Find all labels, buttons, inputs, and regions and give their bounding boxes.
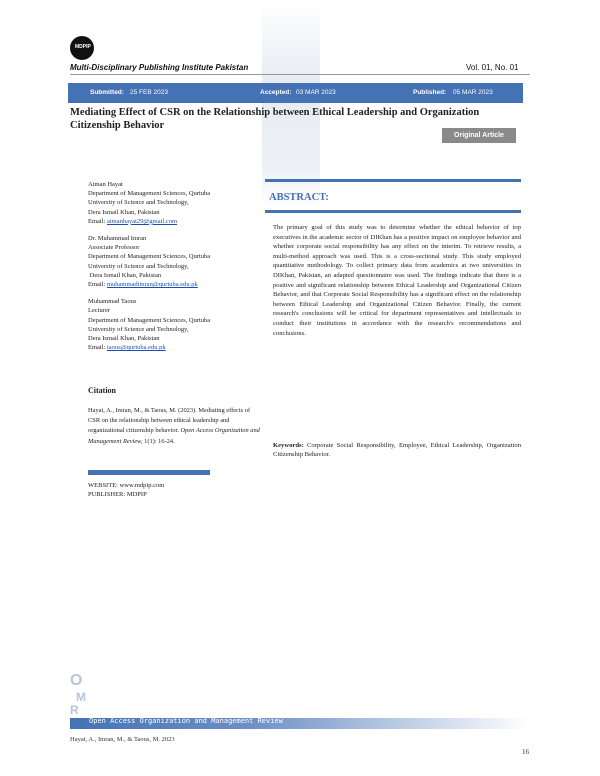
abstract-top-bar bbox=[265, 179, 521, 182]
left-divider-bar bbox=[88, 470, 210, 475]
author-email-link[interactable]: muhammadimran@qurtuba.edu.pk bbox=[106, 281, 198, 289]
author-role: Associate Professor bbox=[88, 244, 140, 252]
citation-text bbox=[88, 406, 260, 447]
abstract-mid-bar bbox=[265, 210, 521, 213]
publisher-info bbox=[88, 481, 164, 499]
abstract-text: The primary goal of this study was to determine whether the ethical behavior of top executives in the academic sector of DIKhan has a positive impact on employee behavior and whether corporate social responsibility has any effect on the interim. To retrieve results, a multi-method approach was used. This is a cross-sectional study. This study employed quantitative methodology. To collect primary data from academics at two universities in DIKhan, Pakistan, an adapted questionnaire was used. The findings indicate that there is a positive and significant relationship between Ethical Leadership and Organizational Citizen Behavior, and that Corporate Social Responsibility has a significant effect on the relationship between Ethical Leadership and Organizational Citizen Behavior. Finally, the current research's conclusions will be critical for department representatives and intellectuals to conduct their institutions in accordance with the research's recommendations and conclusions. bbox=[273, 224, 521, 337]
author-dept: Department of Management Sciences, Qurtuba bbox=[88, 316, 211, 324]
keywords-label: Keywords: bbox=[273, 442, 304, 449]
email-label: Email: bbox=[88, 217, 106, 225]
author-dept: Department of Management Sciences, Qurtuba bbox=[88, 253, 211, 261]
author-block bbox=[88, 297, 258, 352]
author-university: University of Science and Technology, bbox=[88, 262, 189, 270]
author-university: University of Science and Technology, bbox=[88, 325, 189, 333]
author-city: Dera Ismail Khan, Pakistan bbox=[88, 208, 160, 216]
dates-bar bbox=[68, 83, 523, 103]
keywords bbox=[273, 441, 521, 460]
author-name: Dr. Muhammad Imran bbox=[88, 235, 147, 243]
website-line: WEBSITE: www.mdpip.com bbox=[88, 482, 165, 489]
omr-logo-r: R bbox=[70, 703, 79, 717]
footer-journal-name: Open Access Organization and Management Review bbox=[89, 717, 283, 725]
email-label: Email: bbox=[88, 281, 106, 289]
keywords-list: Corporate Social Responsibility, Employee, Ethical Leadership, Organization Citizenship Behavior. bbox=[273, 442, 521, 459]
author-dept: Department of Management Sciences, Qurtuba bbox=[88, 190, 211, 198]
logo-text: MDPIP bbox=[75, 44, 91, 50]
citation-journal: Open Access Organization and Management Review, bbox=[88, 427, 260, 445]
publisher-line: PUBLISHER: MDPIP bbox=[88, 491, 147, 498]
published-date: 05 MAR 2023 bbox=[453, 89, 493, 96]
author-city: Dera Ismail Khan, Pakistan bbox=[88, 335, 160, 343]
email-label: Email: bbox=[88, 344, 106, 352]
author-block bbox=[88, 180, 258, 226]
omr-logo-o: O bbox=[70, 672, 83, 689]
author-name: Aiman Hayat bbox=[88, 181, 123, 188]
footer-citation: Hayat, A., Imran, M., & Taous, M. 2023 bbox=[70, 736, 175, 743]
article-type-badge: Original Article bbox=[442, 128, 516, 143]
published-label: Published: bbox=[413, 89, 447, 96]
accepted-label: Accepted: bbox=[260, 89, 292, 96]
author-city: Dera Ismail Khan, Pakistan bbox=[89, 271, 162, 279]
volume-number: Vol. 01, No. 01 bbox=[466, 63, 519, 72]
author-email-link[interactable]: aimanhayat29@gmail.com bbox=[106, 217, 178, 225]
author-name: Muhammad Taous bbox=[88, 298, 137, 306]
publisher-name: Multi-Disciplinary Publishing Institute Pakistan bbox=[70, 63, 249, 72]
author-email-link[interactable]: taous@qurtuba.edu.pk bbox=[106, 344, 166, 352]
author-role: Lecturer bbox=[88, 307, 111, 315]
header-divider bbox=[70, 74, 530, 75]
author-university: University of Science and Technology, bbox=[88, 199, 189, 207]
author-block bbox=[88, 234, 258, 289]
citation-body: Hayat, A., Imran, M., & Taous, M. (2023). Mediating effects of CSR on the relationship between ethical leadership and organizational citizenship behavior. bbox=[88, 407, 251, 435]
submitted-date: 25 FEB 2023 bbox=[130, 89, 168, 96]
omr-logo-m: M bbox=[76, 690, 86, 704]
citation-volume: 1(1): 16-24. bbox=[144, 437, 175, 445]
article-title: Mediating Effect of CSR on the Relationship between Ethical Leadership and Organization Citizenship Behavior bbox=[70, 107, 480, 131]
citation-heading: Citation bbox=[88, 386, 116, 395]
abstract-heading: ABSTRACT: bbox=[269, 192, 329, 203]
submitted-label: Submitted: bbox=[90, 89, 124, 96]
accepted-date: 03 MAR 2023 bbox=[296, 89, 336, 96]
author-list bbox=[88, 180, 258, 360]
page-number: 16 bbox=[522, 748, 529, 756]
